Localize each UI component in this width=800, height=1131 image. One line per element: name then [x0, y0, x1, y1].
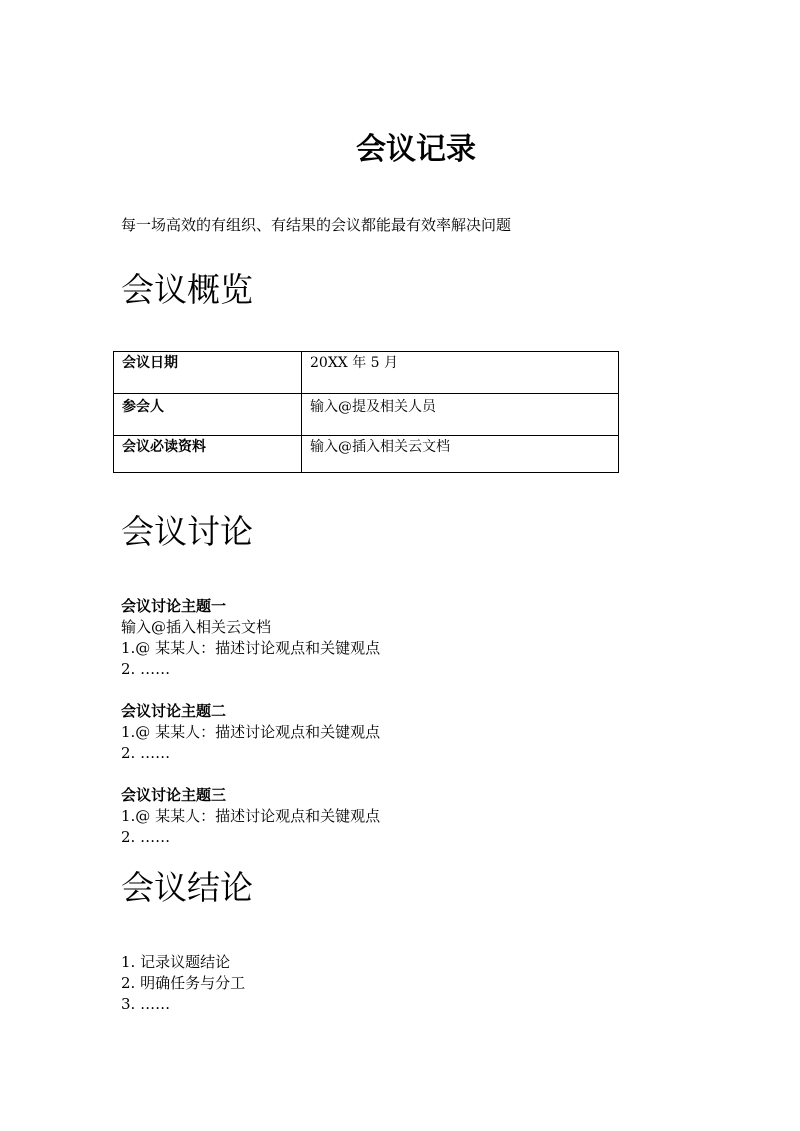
discussion-topic-2 [121, 701, 380, 764]
topic-line: 2. …… [121, 660, 171, 678]
topic-title: 会议讨论主题一 [121, 597, 227, 615]
topic-line: 2. …… [121, 744, 171, 762]
overview-label-materials: 会议必读资料 [114, 436, 302, 473]
conclusion-item: 1. 记录议题结论 [121, 953, 231, 971]
topic-line: 1.@ 某某人：描述讨论观点和关键观点 [121, 639, 381, 657]
conclusion-list [121, 952, 245, 1015]
topic-title: 会议讨论主题三 [121, 786, 227, 804]
overview-label-date: 会议日期 [114, 352, 302, 394]
topic-title: 会议讨论主题二 [121, 702, 227, 720]
overview-heading: 会议概览 [121, 270, 253, 309]
overview-value-materials[interactable]: 输入@插入相关云文档 [302, 436, 619, 473]
document-subtitle: 每一场高效的有组织、有结果的会议都能最有效率解决问题 [121, 216, 512, 234]
discussion-topic-1 [121, 596, 380, 680]
discussion-topic-3 [121, 785, 380, 848]
overview-row-date [114, 352, 619, 394]
discussion-heading: 会议讨论 [121, 512, 253, 551]
topic-line: 2. …… [121, 828, 171, 846]
topic-line: 1.@ 某某人：描述讨论观点和关键观点 [121, 723, 381, 741]
overview-row-attendees [114, 394, 619, 436]
overview-value-date[interactable]: 20XX 年 5 月 [302, 352, 619, 394]
overview-table [113, 351, 619, 473]
conclusion-heading: 会议结论 [121, 868, 253, 907]
overview-label-attendees: 参会人 [114, 394, 302, 436]
document-title: 会议记录 [356, 132, 476, 167]
overview-value-attendees[interactable]: 输入@提及相关人员 [302, 394, 619, 436]
conclusion-item: 3. …… [121, 995, 171, 1013]
conclusion-item: 2. 明确任务与分工 [121, 974, 246, 992]
topic-line[interactable]: 输入@插入相关云文档 [121, 618, 272, 636]
topic-line: 1.@ 某某人：描述讨论观点和关键观点 [121, 807, 381, 825]
overview-row-materials [114, 436, 619, 473]
